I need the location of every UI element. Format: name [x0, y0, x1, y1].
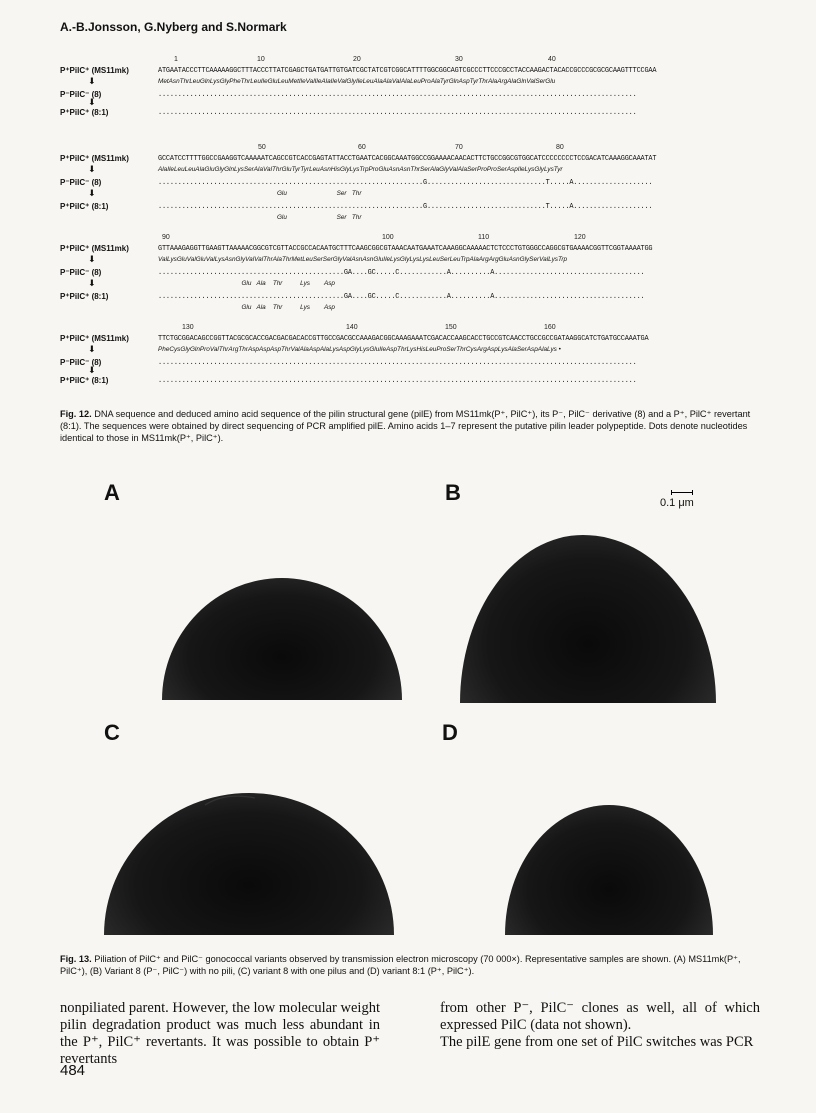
strain-label-parent: P⁺PilC⁺ (MS11mk) — [60, 66, 129, 75]
amino-acid-sequence: ValLysGluValGluValLysAsnGlyValValThrAlaThrMetLeuSerSerGlyValAsnAsnGluIleLysGlyLysLysLeuSerLeuTrpAlaArgArgGluAsnGlySerValLysTrp — [158, 256, 568, 263]
scale-bar — [671, 490, 693, 495]
em-cell-image-b — [460, 535, 716, 703]
variant-sequence: ......................................................................................................................... — [158, 91, 637, 99]
down-arrow-icon: ⬇ — [88, 189, 96, 199]
strain-label-variant8: P⁻PilC⁻ (8) — [60, 90, 102, 99]
position-number: 100 — [382, 234, 394, 241]
revertant-sequence: ......................................................................................................................... — [158, 377, 637, 385]
position-number: 140 — [346, 324, 358, 331]
down-arrow-icon: ⬇ — [88, 279, 96, 289]
strain-label-variant8: P⁻PilC⁻ (8) — [60, 268, 102, 277]
page-number: 484 — [60, 1062, 86, 1079]
position-number: 130 — [182, 324, 194, 331]
figure-label: Fig. 12. — [60, 409, 92, 419]
pilus-line — [200, 780, 260, 810]
revertant-amino-acids: Glu Ala Thr Lys Asp — [158, 304, 335, 311]
panel-label-c: C — [104, 720, 120, 745]
position-number: 150 — [445, 324, 457, 331]
down-arrow-icon: ⬇ — [88, 255, 96, 265]
nucleotide-sequence: GTTAAAGAGGTTGAAGTTAAAAACGGCGTCGTTACCGCCACAATGCTTTCAAGCGGCGTAAACAATGAAATCAAAGGCAAAAACTCTCCCTGTGGGCCAGGCGTGAAAACGGTTCGGTAAAATGG — [158, 245, 653, 253]
down-arrow-icon: ⬇ — [88, 345, 96, 355]
position-number: 20 — [353, 56, 361, 63]
em-cell-image-c — [104, 793, 394, 935]
position-number: 50 — [258, 144, 266, 151]
sequence-block-4 — [60, 322, 780, 388]
sequence-block-2 — [60, 142, 780, 226]
position-numbers — [60, 322, 780, 334]
strain-label-revertant: P⁺PilC⁺ (8:1) — [60, 202, 109, 211]
em-cell-image-d — [505, 805, 713, 935]
position-number: 160 — [544, 324, 556, 331]
revertant-sequence: ...............................................GA....GC.....C............A..........A...................................... — [158, 293, 645, 301]
position-number: 120 — [574, 234, 586, 241]
running-header: A.-B.Jonsson, G.Nyberg and S.Normark — [60, 20, 287, 34]
down-arrow-icon: ⬇ — [88, 165, 96, 175]
position-number: 40 — [548, 56, 556, 63]
sequence-block-3 — [60, 232, 780, 316]
revertant-sequence: ...................................................................G..............................T.....A.................... — [158, 203, 653, 211]
nucleotide-sequence: ATGAATACCCTTCAAAAAGGCTTTACCCTTATCGAGCTGATGATTGTGATCGCTATCGTCGGCATTTTGGCGGCAGTCGCCCTTCCCGCCTACCAAGACTACACCGCCCGCGCGCAAGTTTCCGAA — [158, 67, 657, 75]
figure-label: Fig. 13. — [60, 954, 92, 964]
em-cell-image-a — [162, 578, 402, 700]
position-number: 1 — [174, 56, 178, 63]
position-number: 30 — [455, 56, 463, 63]
position-number: 70 — [455, 144, 463, 151]
position-number: 90 — [162, 234, 170, 241]
position-number: 110 — [478, 234, 490, 241]
scale-label: 0.1 μm — [660, 497, 694, 509]
revertant-sequence: ......................................................................................................................... — [158, 109, 637, 117]
amino-acid-sequence: PheCysGlyGlnProValThrArgThrAspAspAspThrValAlaAspAlaLysAspGlyLysGluIleAspThrLysHisLeuProSerThrCysArgAspLysAlaSerAspAlaLys • — [158, 346, 561, 353]
position-number: 60 — [358, 144, 366, 151]
sequence-block-1 — [60, 54, 780, 120]
caption-text: Piliation of PilC⁺ and PilC⁻ gonococcal variants observed by transmission electron microscopy (70 000×). Representative samples are shown. (A) MS11mk(P⁺, PilC⁺), (B) Variant 8 (P⁻, PilC⁻) with no pili, (C) variant 8 with one pilus and (D) variant 8:1 (P⁺, PilC⁺). — [60, 954, 741, 976]
position-numbers — [60, 232, 780, 244]
position-numbers — [60, 54, 780, 66]
panel-label-d: D — [442, 720, 458, 745]
variant-amino-acids: Glu Ser Thr — [158, 190, 362, 197]
nucleotide-sequence: TTCTGCGGACAGCCGGTTACGCGCACCGACGACGACACCGTTGCCGACGCCAAAGACGGCAAAGAAATCGACACCAAGCACCTGCCGTCAACCTGCCGCCGATAAGGCATCTGATGCCAAATGA — [158, 335, 649, 343]
body-text-right: from other P⁻, PilC⁻ clones as well, all of which expressed PilC (data not shown). The pilE gene from one set of PilC switches was PCR — [440, 1000, 760, 1050]
position-numbers — [60, 142, 780, 154]
down-arrow-icon: ⬇ — [88, 366, 96, 376]
variant-amino-acids: Glu Ala Thr Lys Asp — [158, 280, 335, 287]
down-arrow-icon: ⬇ — [88, 98, 96, 108]
nucleotide-sequence: GCCATCCTTTTGGCCGAAGGTCAAAAATCAGCCGTCACCGAGTATTACCTGAATCACGGCAAATGGCCGGAAAACAACACTTCTGCCGGCGTGGCATCCCCCCCCTCCGACATCAAAGGCAAATAT — [158, 155, 657, 163]
variant-sequence: ...................................................................G..............................T.....A.................... — [158, 179, 653, 187]
strain-label-revertant: P⁺PilC⁺ (8:1) — [60, 108, 109, 117]
strain-label-revertant: P⁺PilC⁺ (8:1) — [60, 376, 109, 385]
panel-label-b: B — [445, 480, 461, 505]
strain-label-revertant: P⁺PilC⁺ (8:1) — [60, 292, 109, 301]
strain-label-parent: P⁺PilC⁺ (MS11mk) — [60, 244, 129, 253]
figure-13-caption — [60, 953, 760, 977]
strain-label-variant8: P⁻PilC⁻ (8) — [60, 358, 102, 367]
down-arrow-icon: ⬇ — [88, 77, 96, 87]
amino-acid-sequence: MetAsnThrLeuGlnLysGlyPheThrLeuIleGluLeuMetIleValIleAlaIleValGlyIleLeuAlaAlaValAlaLeuProAlaTyrGlnAspTyrThrAlaArgAlaGlnValSerGlu — [158, 78, 556, 85]
figure-12-caption — [60, 408, 760, 444]
strain-label-parent: P⁺PilC⁺ (MS11mk) — [60, 334, 129, 343]
position-number: 80 — [556, 144, 564, 151]
amino-acid-sequence: AlaIleLeuLeuAlaGluGlyGlnLysSerAlaValThrGluTyrTyrLeuAsnHisGlyLysTrpProGluAsnAsnThrSerAlaGlyValAlaSerProProSerAspIleLysGlyLysTyr — [158, 166, 563, 173]
body-text-left: nonpiliated parent. However, the low molecular weight pilin degradation product was much less abundant in the P⁺, PilC⁺ revertants. It was possible to obtain P⁺ revertants — [60, 1000, 380, 1067]
panel-label-a: A — [104, 480, 120, 505]
variant-sequence: ......................................................................................................................... — [158, 359, 637, 367]
variant-sequence: ...............................................GA....GC.....C............A..........A...................................... — [158, 269, 645, 277]
strain-label-parent: P⁺PilC⁺ (MS11mk) — [60, 154, 129, 163]
caption-text: DNA sequence and deduced amino acid sequence of the pilin structural gene (pilE) from MS11mk(P⁺, PilC⁺), its P⁻, PilC⁻ derivative (8) and a P⁺, PilC⁺ revertant (8:1). The sequences were obtained by direct sequencing of PCR amplified pilE. Amino acids 1–7 represent the putative pilin leader polypeptide. Dots denote nucleotides identical to those in MS11mk(P⁺, PilC⁺). — [60, 409, 751, 443]
position-number: 10 — [257, 56, 265, 63]
revertant-amino-acids: Glu Ser Thr — [158, 214, 362, 221]
strain-label-variant8: P⁻PilC⁻ (8) — [60, 178, 102, 187]
